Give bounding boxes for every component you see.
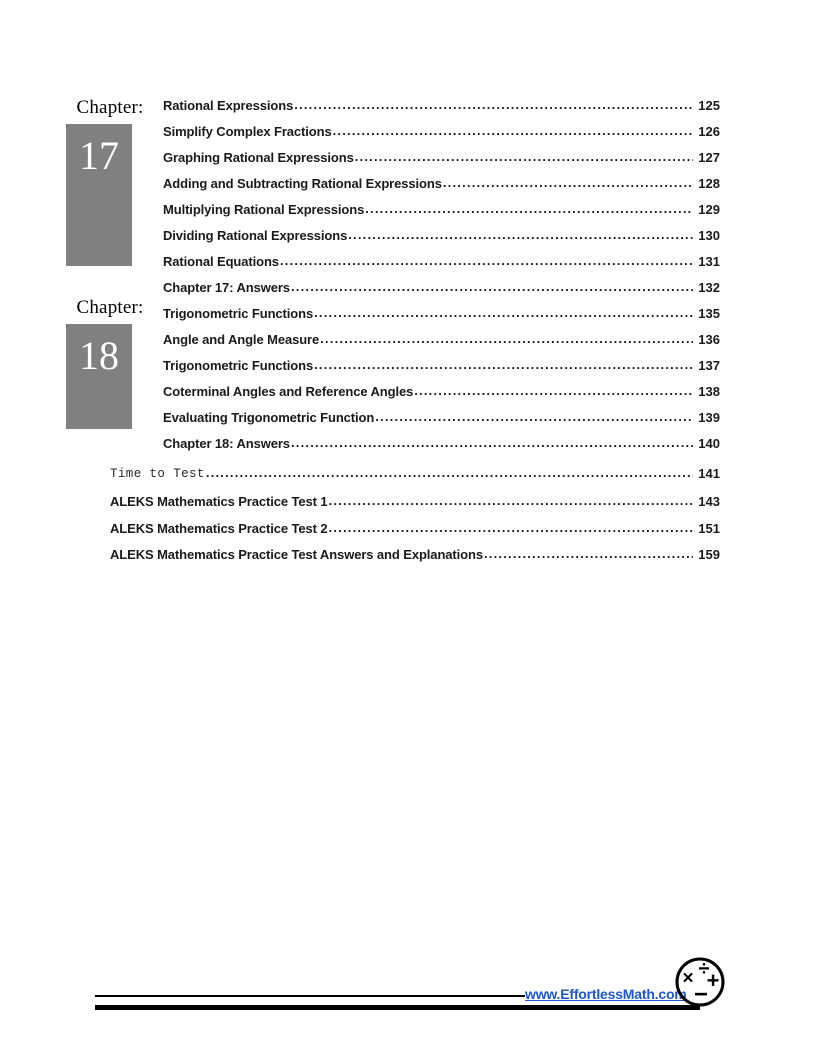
chapter-label-18: Chapter: <box>76 297 144 318</box>
toc-row[interactable] <box>163 119 720 139</box>
toc-page-number: 140 <box>698 436 720 451</box>
toc-dot-leader <box>348 228 693 241</box>
svg-text:×: × <box>682 968 694 989</box>
toc-page-number: 130 <box>698 228 720 243</box>
chapter-label-17: Chapter: <box>76 97 144 118</box>
toc-entry-title: Graphing Rational Expressions <box>163 150 354 165</box>
toc-entry-title: Simplify Complex Fractions <box>163 124 332 139</box>
toc-row[interactable] <box>163 275 720 295</box>
toc-page-number: 136 <box>698 332 720 347</box>
toc-entry-title: Trigonometric Functions <box>163 306 314 321</box>
toc-dot-leader <box>443 176 693 189</box>
toc-entry-title: Evaluating Trigonometric Function <box>163 410 375 425</box>
toc-page-number: 127 <box>698 150 720 165</box>
toc-dot-leader <box>320 332 693 345</box>
toc-dot-leader <box>314 306 693 319</box>
toc-dot-leader <box>206 466 693 479</box>
toc-dot-leader <box>291 280 693 293</box>
toc-dot-leader <box>355 150 693 163</box>
toc-row[interactable] <box>110 542 720 562</box>
toc-page-number: 125 <box>698 98 720 113</box>
toc-row[interactable] <box>163 145 720 165</box>
toc-row[interactable] <box>110 461 720 481</box>
chapter-number-box-17 <box>66 124 132 266</box>
toc-entry-title: Multiplying Rational Expressions <box>163 202 365 217</box>
chapter-number-box-18 <box>66 324 132 429</box>
toc-row[interactable] <box>163 249 720 269</box>
chapter-number-17: 17 <box>79 133 119 178</box>
toc-page-number: 141 <box>698 466 720 481</box>
toc-row[interactable] <box>163 171 720 191</box>
effortless-math-logo-icon <box>673 955 727 1009</box>
toc-page-number: 132 <box>698 280 720 295</box>
toc-row[interactable] <box>110 489 720 509</box>
toc-dot-leader <box>280 254 693 267</box>
toc-row[interactable] <box>163 93 720 113</box>
toc-dot-leader <box>314 358 693 371</box>
toc-row[interactable] <box>163 223 720 243</box>
toc-page-number: 129 <box>698 202 720 217</box>
toc-entry-title: Rational Expressions <box>163 98 294 113</box>
toc-dot-leader <box>484 547 693 560</box>
toc-entry-title: Trigonometric Functions <box>163 358 314 373</box>
toc-page-number: 128 <box>698 176 720 191</box>
toc-page-number: 139 <box>698 410 720 425</box>
page-footer <box>0 958 816 1056</box>
toc-entry-title: ALEKS Mathematics Practice Test Answers and Explanations <box>110 547 483 562</box>
svg-text:+: + <box>706 968 720 993</box>
toc-row[interactable] <box>163 405 720 425</box>
toc-row[interactable] <box>163 197 720 217</box>
toc-entry-title: Rational Equations <box>163 254 279 269</box>
chapter-number-18: 18 <box>79 333 119 378</box>
toc-row[interactable] <box>163 301 720 321</box>
toc-page-number: 131 <box>698 254 720 269</box>
toc-entry-title: Coterminal Angles and Reference Angles <box>163 384 414 399</box>
toc-page-number: 159 <box>698 547 720 562</box>
toc-entry-title: Chapter 17: Answers <box>163 280 290 295</box>
toc-dot-leader <box>414 384 693 397</box>
toc-page-number: 138 <box>698 384 720 399</box>
toc-dot-leader <box>329 521 693 534</box>
toc-page-number: 143 <box>698 494 720 509</box>
toc-entry-title: Chapter 18: Answers <box>163 436 290 451</box>
toc-entry-title: Time to Test <box>110 467 205 481</box>
toc-dot-leader <box>333 124 693 137</box>
toc-dot-leader <box>291 436 693 449</box>
toc-entry-title: ALEKS Mathematics Practice Test 1 <box>110 494 328 509</box>
toc-row[interactable] <box>163 431 720 451</box>
chapter-marker-17 <box>60 98 160 266</box>
toc-dot-leader <box>375 410 693 423</box>
footer-rule-thick <box>95 1005 700 1010</box>
footer-rule-thin <box>95 995 525 997</box>
toc-entry-title: Dividing Rational Expressions <box>163 228 348 243</box>
toc-row[interactable] <box>110 516 720 536</box>
toc-page-number: 137 <box>698 358 720 373</box>
toc-page-number: 135 <box>698 306 720 321</box>
toc-dot-leader <box>294 98 693 111</box>
toc-dot-leader <box>365 202 693 215</box>
svg-text:−: − <box>693 981 709 1008</box>
toc-row[interactable] <box>163 379 720 399</box>
toc-entry-title: Adding and Subtracting Rational Expressions <box>163 176 442 191</box>
chapter-marker-18 <box>60 298 160 429</box>
toc-dot-leader <box>329 494 693 507</box>
toc-row[interactable] <box>163 327 720 347</box>
toc-page-number: 126 <box>698 124 720 139</box>
footer-website-link[interactable]: www.EffortlessMath.com <box>525 986 687 1002</box>
toc-page-number: 151 <box>698 521 720 536</box>
toc-entry-title: Angle and Angle Measure <box>163 332 320 347</box>
toc-entry-title: ALEKS Mathematics Practice Test 2 <box>110 521 328 536</box>
toc-row[interactable] <box>163 353 720 373</box>
svg-text:÷: ÷ <box>698 958 710 980</box>
